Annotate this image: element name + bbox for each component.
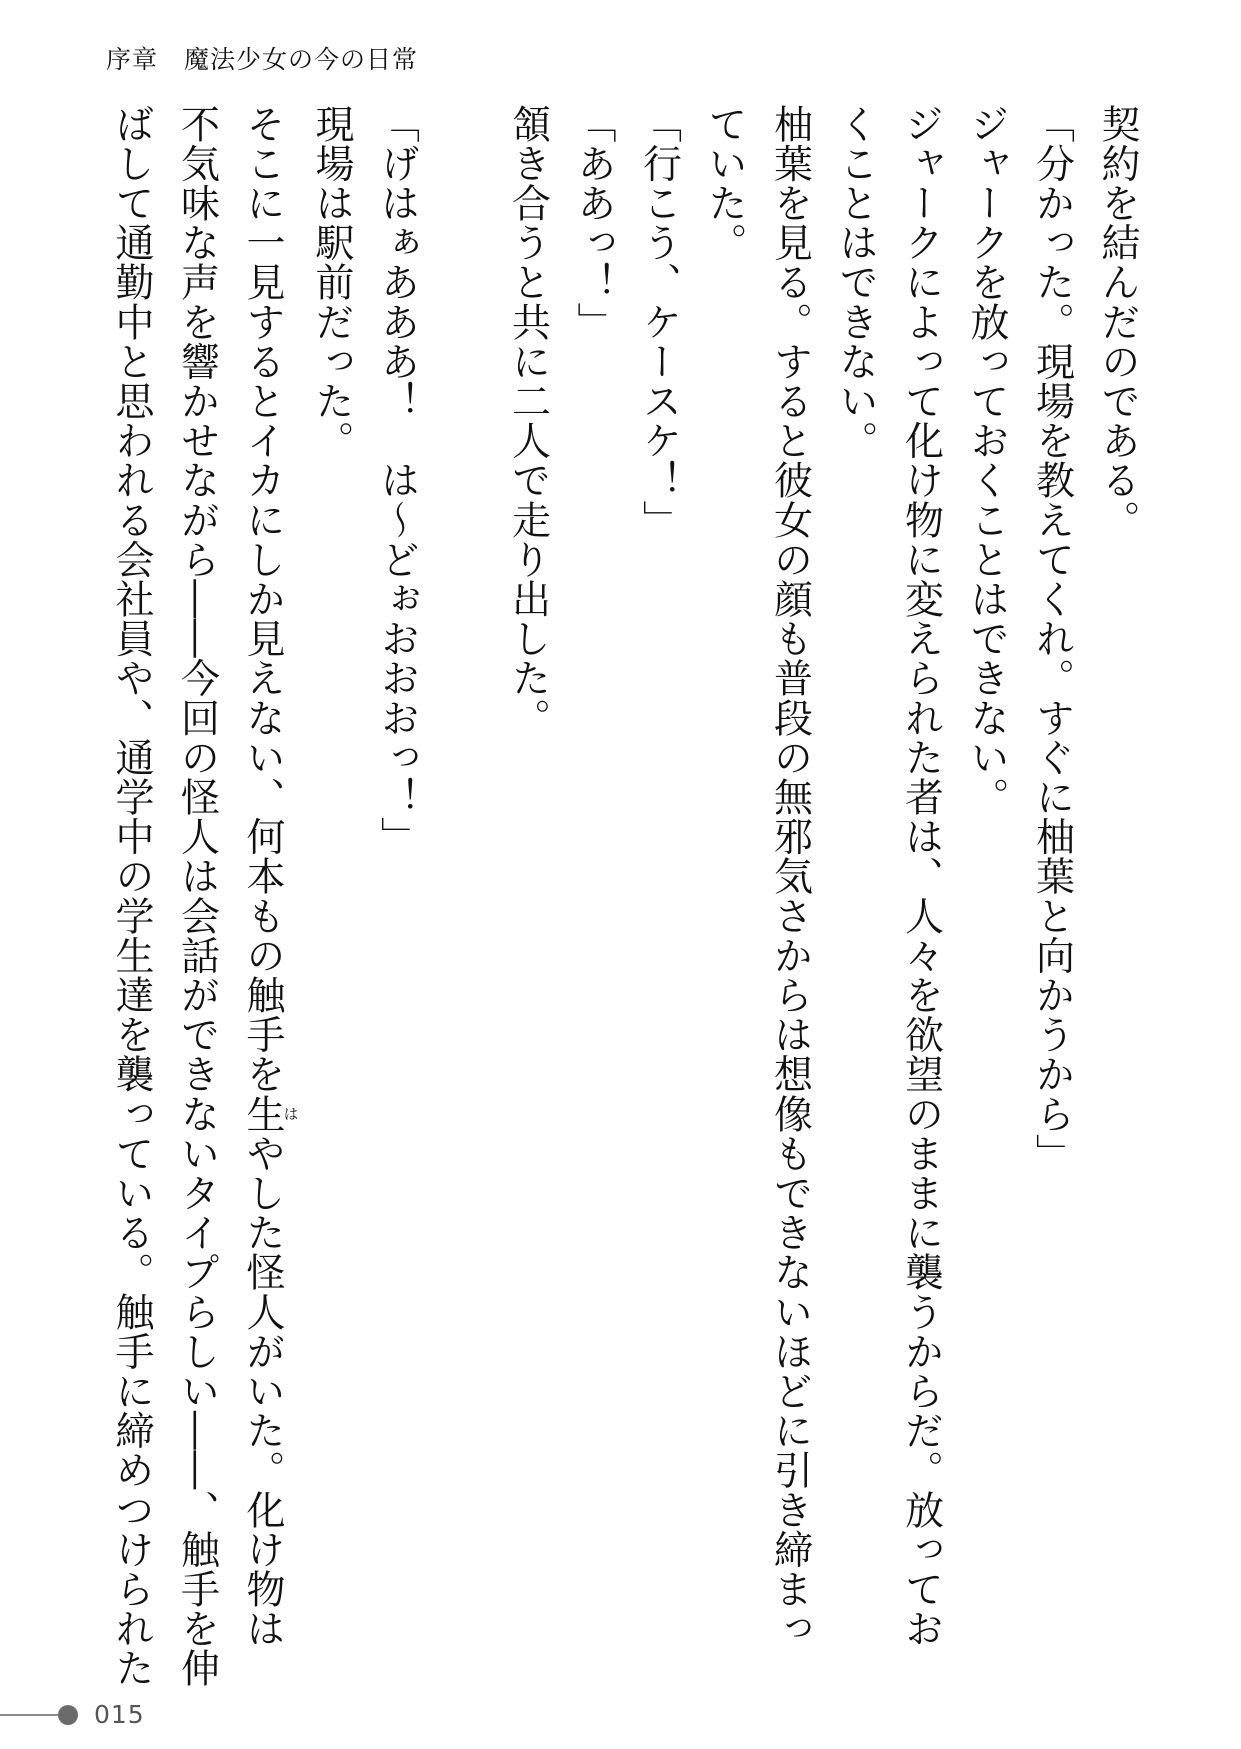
footer-rule <box>0 1714 62 1716</box>
text-line: ていた。 <box>702 104 747 263</box>
ruby-line-before: そこに一見するとイカにしか見えない、何本もの触手を <box>240 104 285 1094</box>
text-line: 柚葉を見る。すると彼女の顔も普段の無邪気さからは想像もできないほどに引き締まっ <box>767 104 813 1649</box>
text-line: 現場は駅前だった。 <box>309 104 354 461</box>
text-line: 「ああっ！」 <box>571 104 616 342</box>
ruby-annotation <box>240 1094 300 1134</box>
text-line: 「分かった。現場を教えてくれ。すぐに柚葉と向かうから」 <box>1029 104 1075 1174</box>
text-line: 「行こう、ケースケ！」 <box>636 104 682 540</box>
text-line: 契約を結んだのである。 <box>1095 104 1140 540</box>
chapter-header: 序章 魔法少女の今の日常 <box>106 45 419 74</box>
text-line-with-ruby <box>230 104 299 1664</box>
text-line: くことはできない。 <box>833 104 878 461</box>
text-line: 頷き合うと共に二人で走り出した。 <box>505 104 551 738</box>
ruby-reading: は <box>281 1094 300 1134</box>
text-line: 不気味な声を響かせながら――今回の怪人は会話ができないタイプらしい――、触手を伸 <box>174 104 220 1688</box>
page-footer <box>0 1700 200 1730</box>
ruby-base: 生 <box>240 1094 285 1134</box>
text-line: ばして通勤中と思われる会社員や、通学中の学生達を襲っている。触手に締めつけられた <box>109 104 154 1688</box>
blank-line <box>430 104 496 1664</box>
text-line: ジャークによって化け物に変えられた者は、人々を欲望のままに襲うからだ。放ってお <box>898 104 944 1649</box>
ruby-line-after: やした怪人がいた。化け物は <box>240 1133 285 1649</box>
page-number: 015 <box>94 1700 145 1729</box>
text-line: ジャークを放っておくことはできない。 <box>964 104 1009 817</box>
footer-dot-icon <box>58 1705 78 1725</box>
vertical-text-body <box>100 104 1150 1688</box>
text-line: 「げはぁあああ！ は〜どぉおおおっ！」 <box>374 104 420 857</box>
